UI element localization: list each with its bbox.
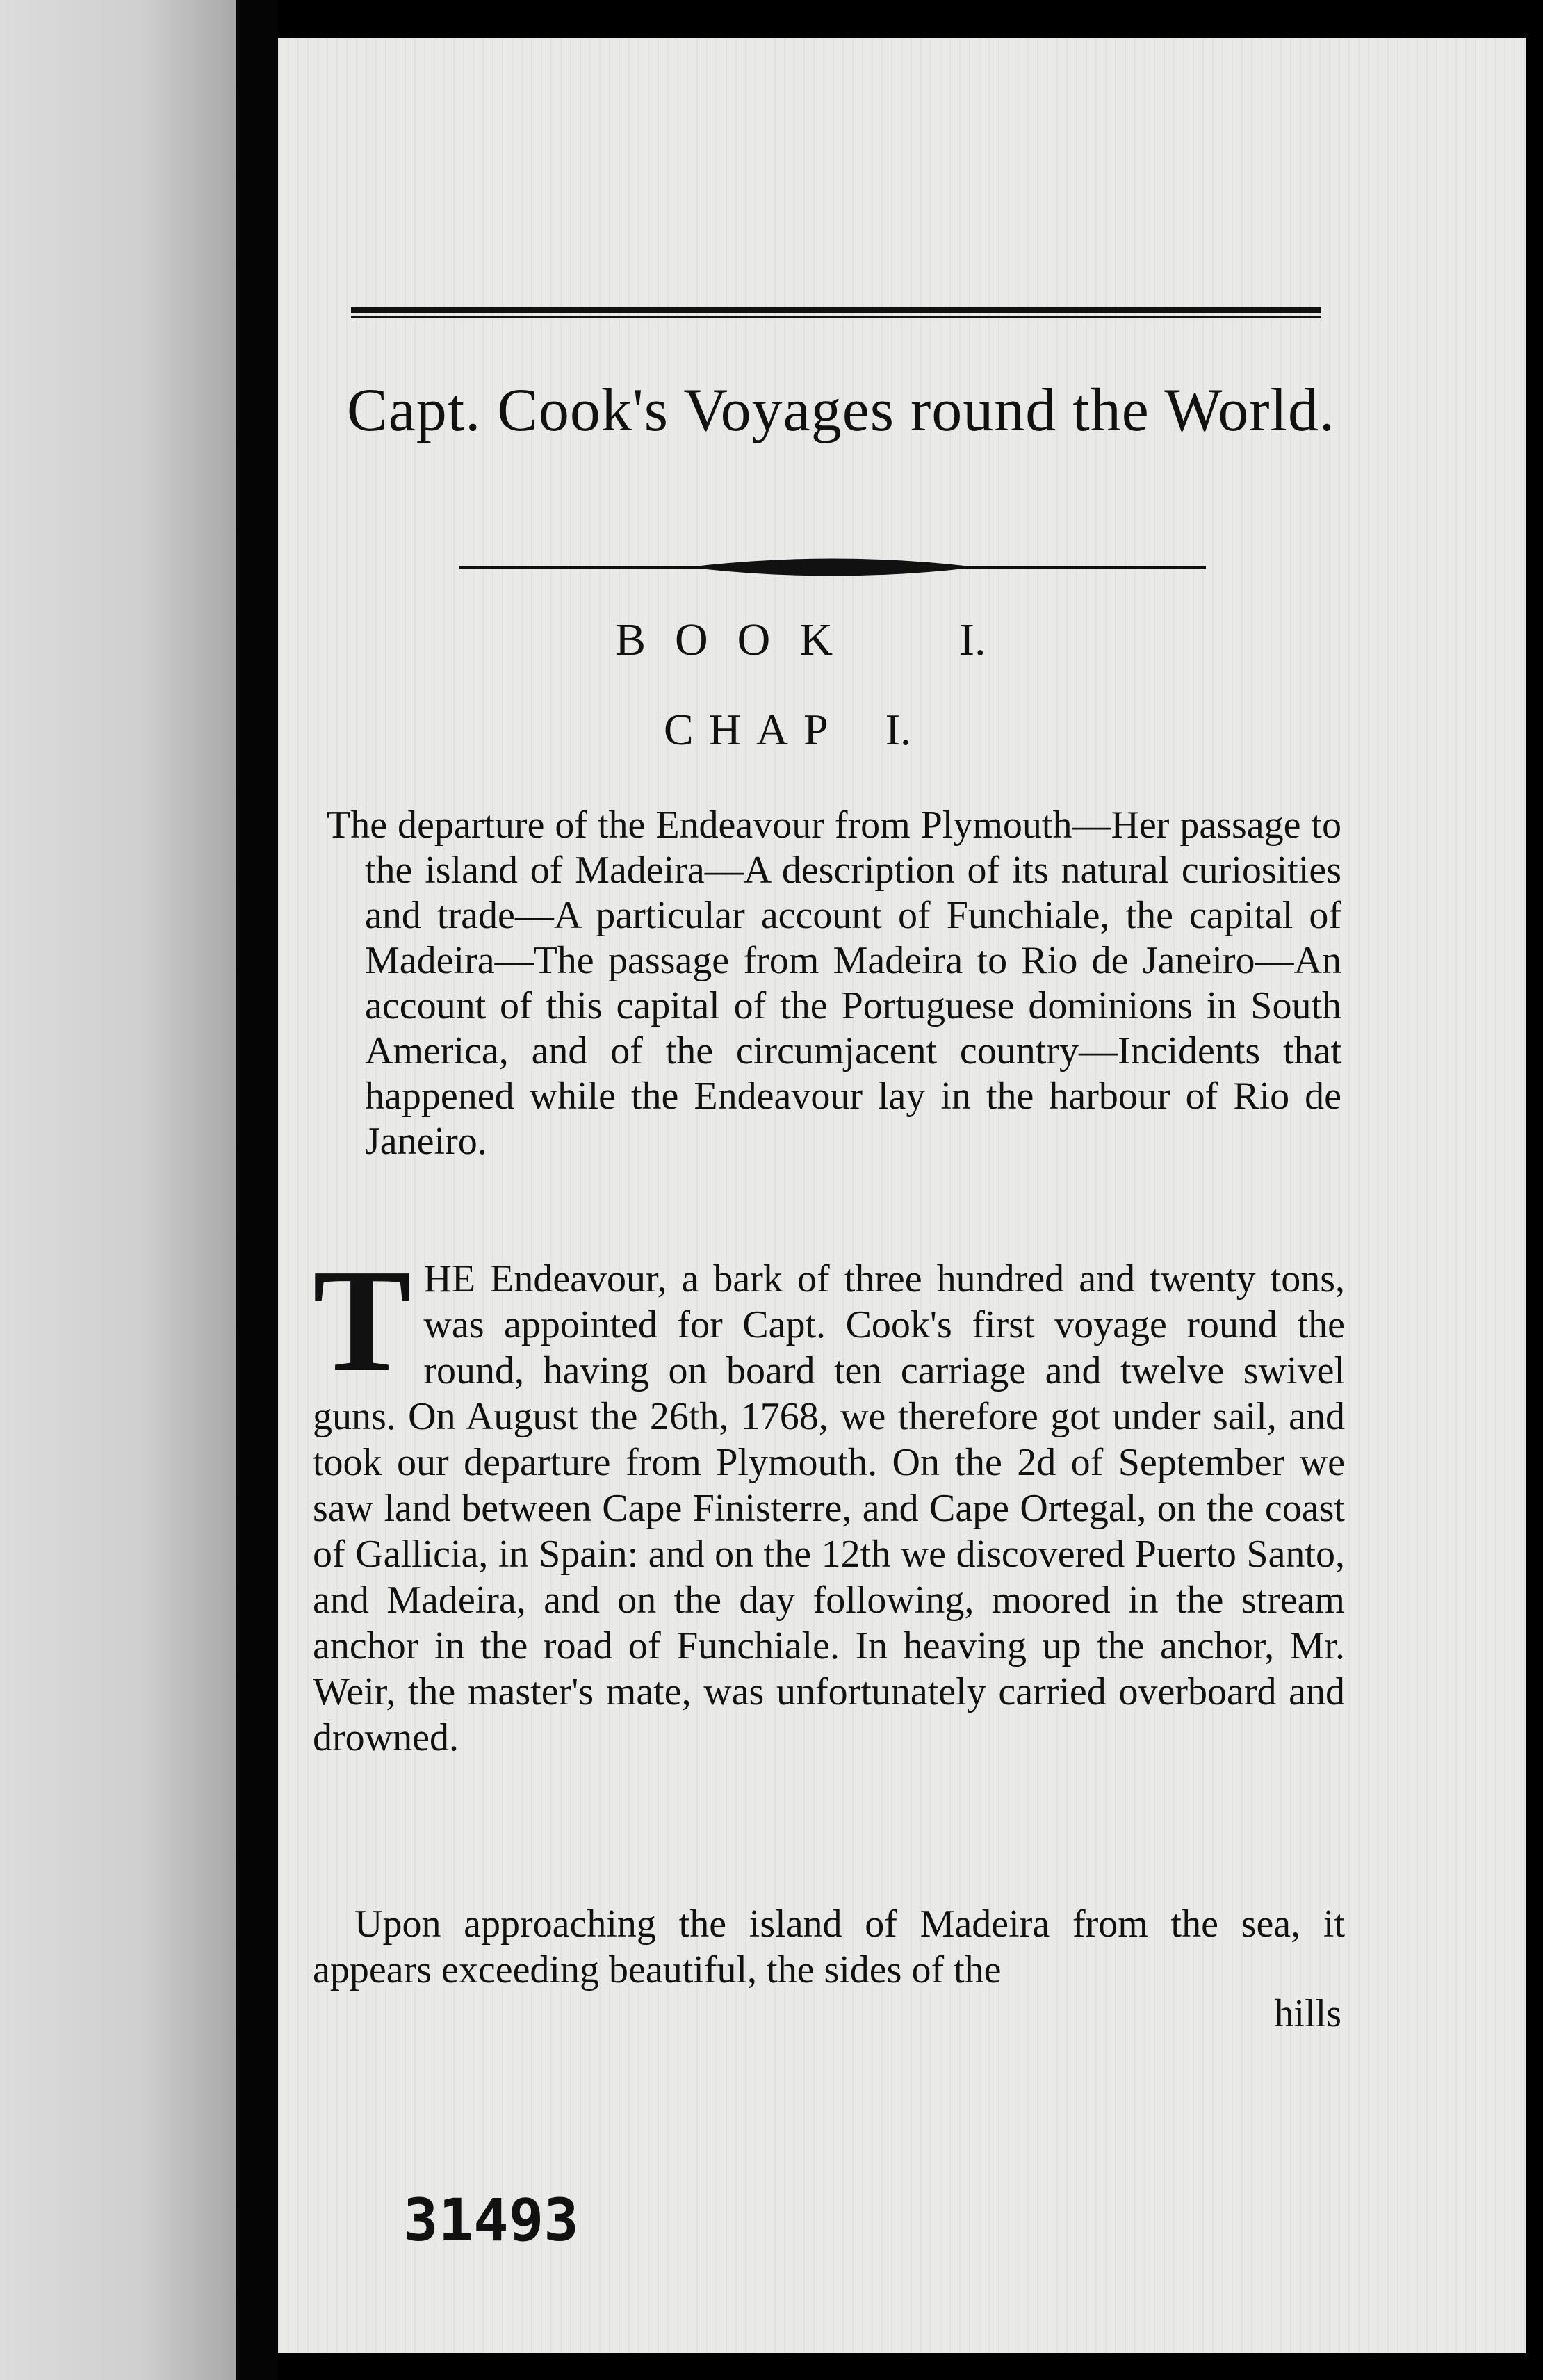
catchword: hills: [1274, 1992, 1341, 2035]
chapter-label: CHAP: [664, 705, 844, 754]
chapter-heading: [664, 704, 911, 756]
chapter-summary: The departure of the Endeavour from Plymouth—Her passage to the island of Madeira—A description of its natural curiosities and trade—A particular account of Funchiale, the capital of Madeira—The passage from Madeira to Rio de Janeiro—An account of this capital of the Portuguese dominions in South America, and of the circumjacent country—Incidents that happened while the Endeavour lay in the harbour of Rio de Janeiro.: [327, 804, 1341, 1163]
body-paragraph-1: [313, 1239, 1345, 1761]
top-double-rule: [351, 307, 1321, 318]
page-number: 31493: [403, 2186, 579, 2254]
body-paragraph-2: Upon approaching the island of Madeira from the sea, it appears exceeding beautiful, the sides of the: [313, 1902, 1345, 1991]
facing-page-edge: [0, 0, 236, 2380]
book-heading: [615, 614, 1102, 667]
book-label: BOOK: [615, 614, 863, 665]
book-number: I.: [959, 614, 986, 665]
ornament-divider: [459, 553, 1206, 580]
book-page: [278, 38, 1526, 2353]
chapter-number: I.: [885, 705, 912, 754]
book-gutter: [236, 0, 278, 2380]
paragraph-1-text: HE Endeavour, a bark of three hundred and twenty tons, was appointed for Capt. Cook's first voyage round the round, having on board ten carriage and twelve swivel guns. On August the 26th, 1768, we therefore got under sail, and took our departure from Plymouth. On the 2d of September we saw land between Cape Finisterre, and Cape Ortegal, on the coast of Gallicia, in Spain: and on the 12th we discovered Puerto Santo, and Madeira, and on the day following, moored in the stream anchor in the road of Funchiale. In heaving up the anchor, Mr. Weir, the master's mate, was unfortunately carried overboard and drowned.: [313, 1257, 1345, 1759]
drop-cap: T: [313, 1239, 411, 1402]
page-title: Capt. Cook's Voyages round the World.: [347, 377, 1335, 444]
